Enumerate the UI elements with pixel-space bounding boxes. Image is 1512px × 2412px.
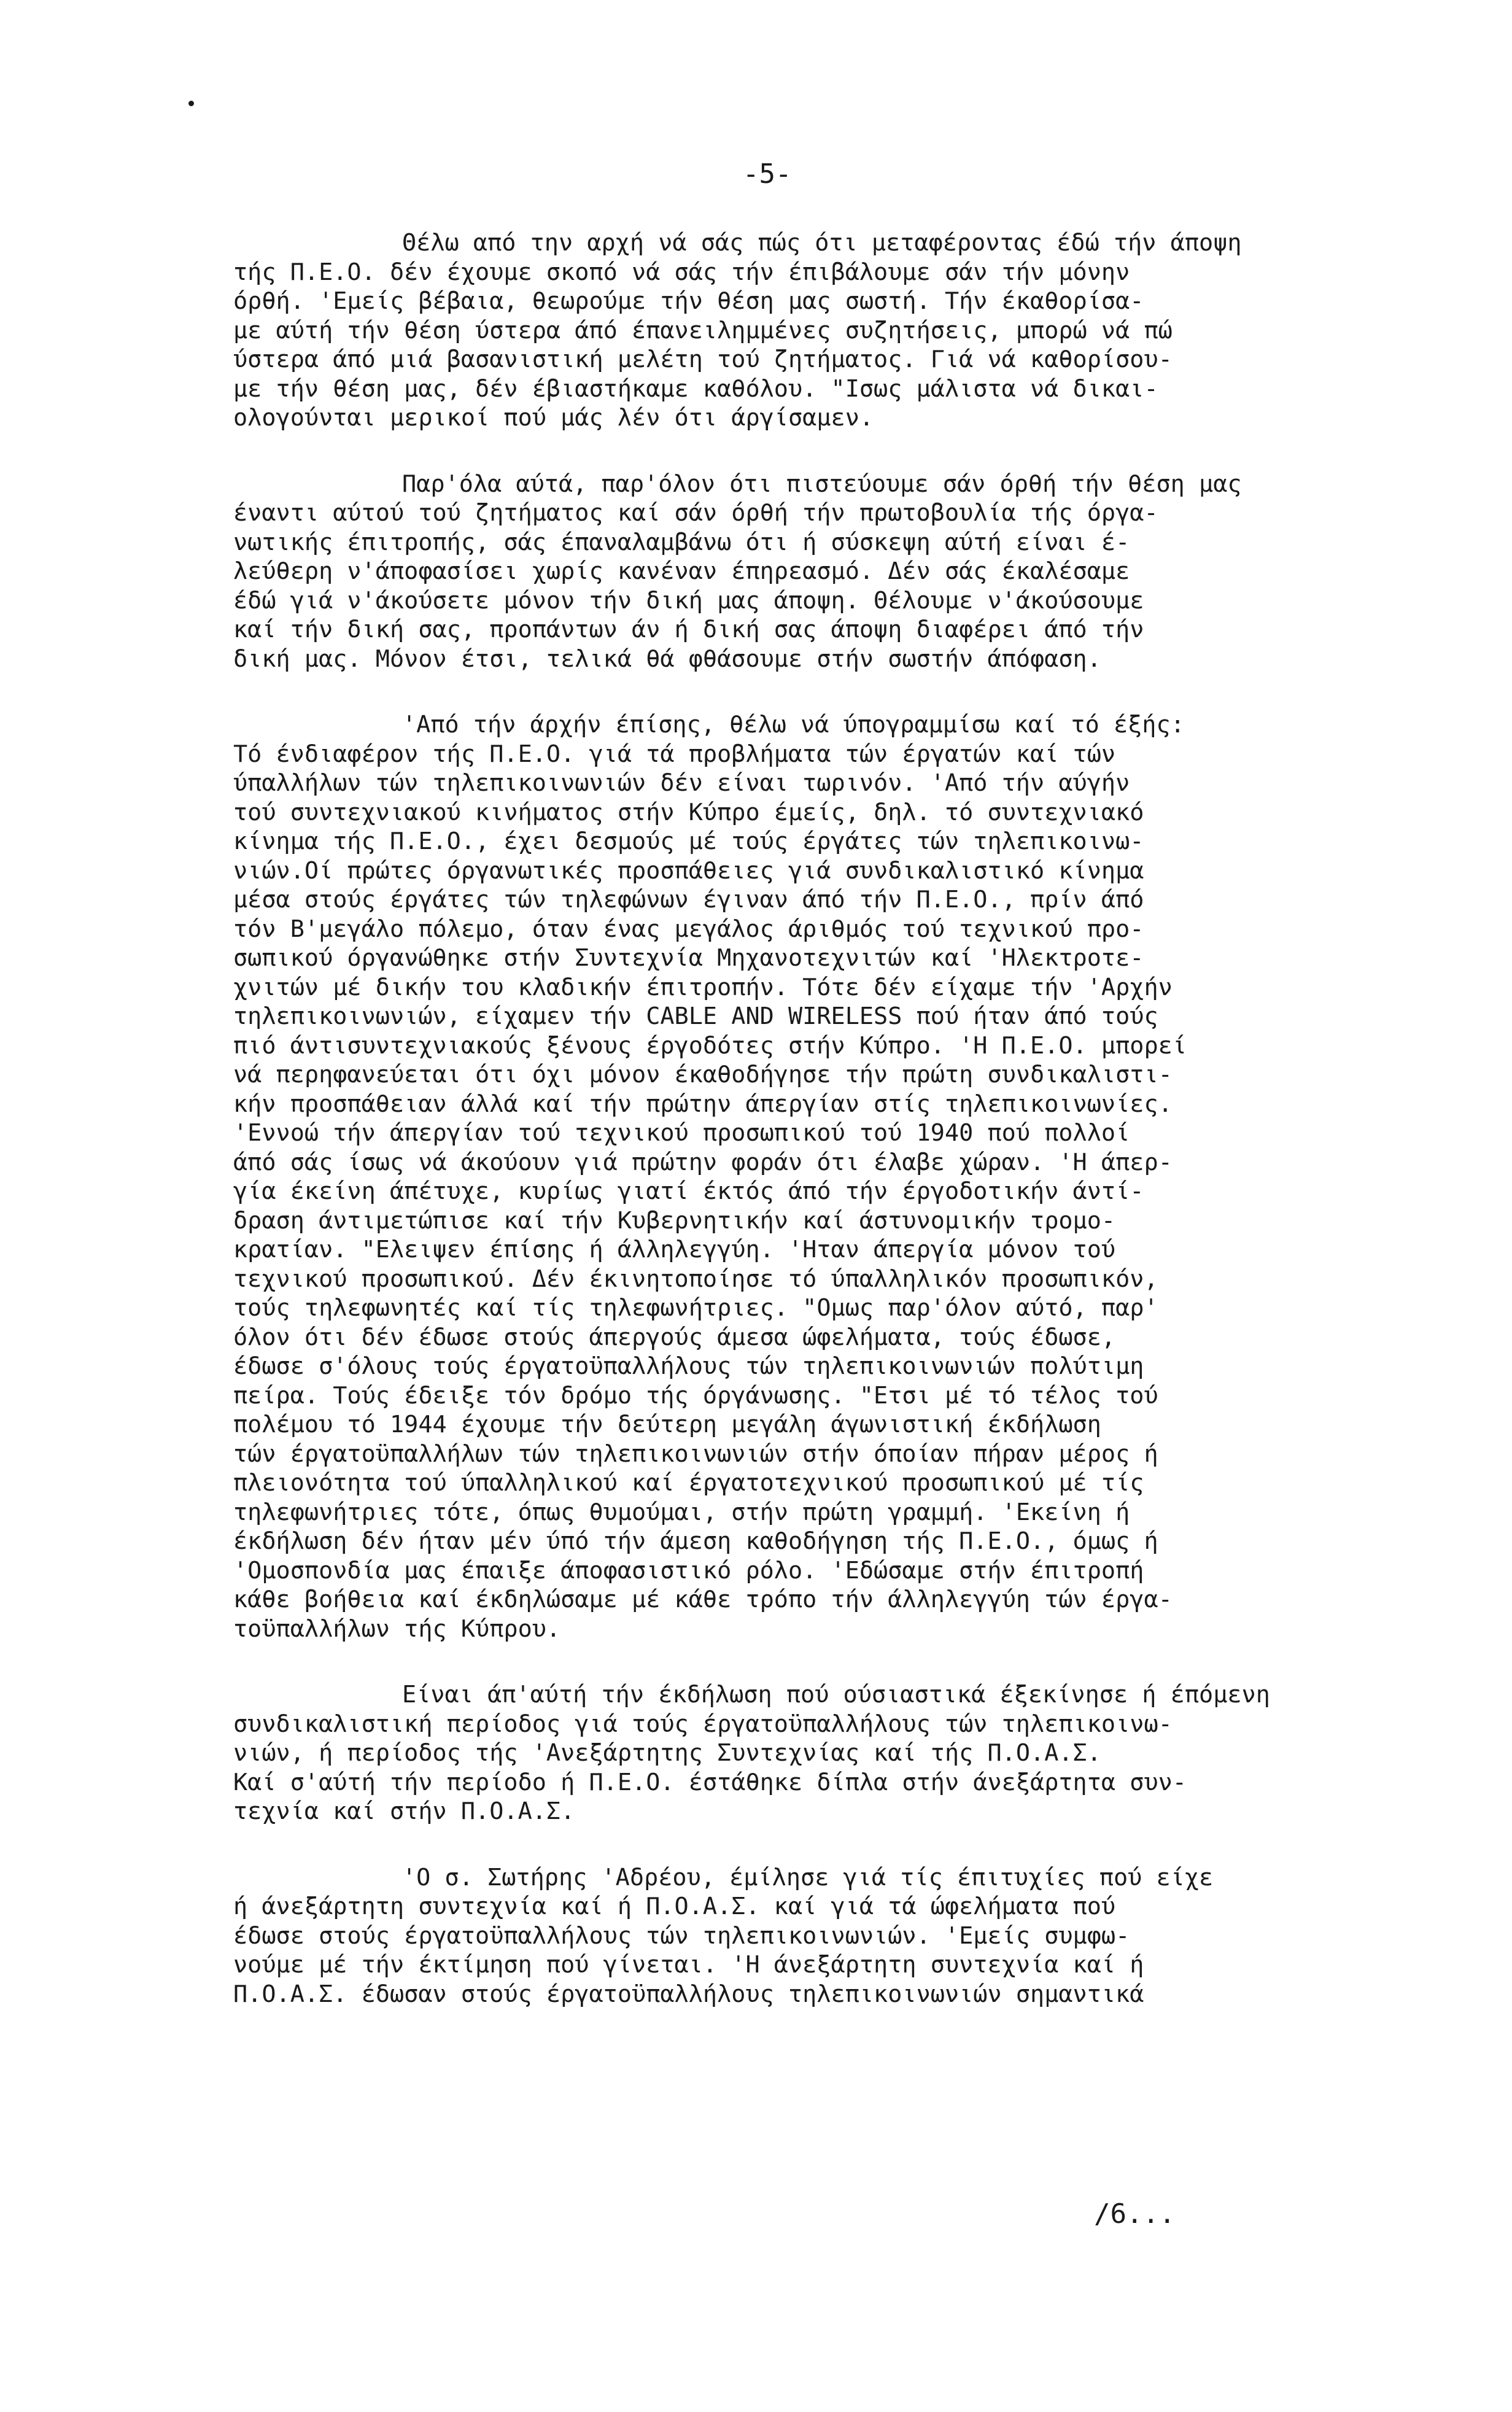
text-line: 'Ομοσπονδία μας έπαιξε άποφασιστικό ρόλο. 'Εδώσαμε στήν έπιτροπή: [233, 1556, 1144, 1584]
text-line: χνιτών μέ δικήν του κλαδικήν έπιτροπήν. Τότε δέν είχαμε τήν 'Αρχήν: [233, 973, 1173, 1001]
text-line: έκδήλωση δέν ήταν μέν ύπό τήν άμεση καθοδήγηση τής Π.Ε.Ο., όμως ή: [233, 1527, 1158, 1555]
document-body: [233, 228, 1418, 2046]
text-line: τούς τηλεφωνητές καί τίς τηλεφωνήτριες. "Ομως παρ'όλον αύτό, παρ': [233, 1294, 1158, 1322]
text-line: ύστερα άπό μιά βασανιστική μελέτη τού ζητήματος. Γιά νά καθορίσου-: [233, 346, 1173, 373]
text-line: νούμε μέ τήν έκτίμηση πού γίνεται. 'Η άνεξάρτητη συντεχνία καί ή: [233, 1951, 1144, 1979]
text-line: γία έκείνη άπέτυχε, κυρίως γιατί έκτός άπό τήν έργοδοτικήν άντί-: [233, 1177, 1144, 1205]
text-line: έδώ γιά ν'άκούσετε μόνον τήν δική μας άποψη. Θέλουμε ν'άκούσουμε: [233, 586, 1144, 615]
text-line: πιό άντισυντεχνιακούς ξένους έργοδότες στήν Κύπρο. 'Η Π.Ε.Ο. μπορεί: [233, 1031, 1187, 1060]
text-line: 'Εννοώ τήν άπεργίαν τού τεχνικού προσωπικού τού 1940 πού πολλοί: [233, 1119, 1130, 1147]
paragraph: [233, 710, 1418, 1643]
text-line: νωτικής έπιτροπής, σάς έπαναλαμβάνω ότι ή σύσκεψη αύτή είναι έ-: [233, 528, 1130, 556]
text-line: Π.Ο.Α.Σ. έδωσαν στούς έργατοϋπαλλήλους τηλεπικοινωνιών σημαντικά: [233, 1980, 1144, 2008]
text-line: νιών.Οί πρώτες όργανωτικές προσπάθειες γιά συνδικαλιστικό κίνημα: [233, 856, 1144, 885]
text-line: ολογούνται μερικοί πού μάς λέν ότι άργίσαμεν.: [233, 404, 874, 432]
paragraph: [233, 1680, 1418, 1826]
text-line: ή άνεξάρτητη συντεχνία καί ή Π.Ο.Α.Σ. καί γιά τά ώφελήματα πού: [233, 1893, 1116, 1920]
text-line: έναντι αύτού τού ζητήματος καί σάν όρθή τήν πρωτοβουλία τής όργα-: [233, 499, 1158, 527]
text-line: με τήν θέση μας, δέν έβιαστήκαμε καθόλου. "Ισως μάλιστα νά δικαι-: [233, 374, 1158, 403]
text-line: με αύτή τήν θέση ύστερα άπό έπανειλημμένες συζητήσεις, μπορώ νά πώ: [233, 316, 1173, 344]
text-line: Θέλω από την αρχή νά σάς πώς ότι μεταφέροντας έδώ τήν άποψη: [402, 229, 1242, 257]
text-line: κρατίαν. "Ελειψεν έπίσης ή άλληλεγγύη. 'Ηταν άπεργία μόνον τού: [233, 1236, 1116, 1263]
text-line: τηλεφωνήτριες τότε, όπως θυμούμαι, στήν πρώτη γραμμή. 'Εκείνη ή: [233, 1498, 1130, 1526]
text-line: πολέμου τό 1944 έχουμε τήν δεύτερη μεγάλη άγωνιστική έκδήλωση: [233, 1411, 1101, 1438]
text-line: δραση άντιμετώπισε καί τήν Κυβερνητικήν καί άστυνομικήν τρομο-: [233, 1206, 1116, 1235]
text-line: έδωσε στούς έργατοϋπαλλήλους τών τηλεπικοινωνιών. 'Εμείς συμφω-: [233, 1921, 1130, 1950]
text-line: Είναι άπ'αύτή τήν έκδήλωση πού ούσιαστικά έξεκίνησε ή έπόμενη: [402, 1681, 1270, 1708]
text-line: τόν Β'μεγάλο πόλεμο, όταν ένας μεγάλος άριθμός τού τεχνικού προ-: [233, 915, 1144, 943]
text-line: κάθε βοήθεια καί έκδηλώσαμε μέ κάθε τρόπο τήν άλληλεγγύη τών έργα-: [233, 1586, 1173, 1613]
text-line: σωπικού όργανώθηκε στήν Συντεχνία Μηχανοτεχνιτών καί 'Ηλεκτροτε-: [233, 944, 1144, 972]
text-line: νιών, ή περίοδος τής 'Ανεξάρτητης Συντεχνίας καί τής Π.Ο.Α.Σ.: [233, 1739, 1101, 1767]
text-line: Τό ένδιαφέρον τής Π.Ε.Ο. γιά τά προβλήματα τών έργατών καί τών: [233, 740, 1116, 768]
text-line: άπό σάς ίσως νά άκούουν γιά πρώτην φοράν ότι έλαβε χώραν. 'Η άπερ-: [233, 1148, 1173, 1176]
page-mark-dot: [188, 101, 194, 106]
text-line: έδωσε σ'όλους τούς έργατοϋπαλλήλους τών τηλεπικοινωνιών πολύτιμη: [233, 1352, 1144, 1380]
page-number: -5-: [743, 158, 792, 190]
continuation-marker: /6...: [1094, 2198, 1176, 2230]
text-line: Παρ'όλα αύτά, παρ'όλον ότι πιστεύουμε σάν όρθή τήν θέση μας: [402, 470, 1242, 498]
text-line: τού συντεχνιακού κινήματος στήν Κύπρο έμείς, δηλ. τό συντεχνιακό: [233, 798, 1144, 826]
text-line: κήν προσπάθειαν άλλά καί τήν πρώτην άπεργίαν στίς τηλεπικοινωνίες.: [233, 1090, 1173, 1118]
text-line: μέσα στούς έργάτες τών τηλεφώνων έγιναν άπό τήν Π.Ε.Ο., πρίν άπό: [233, 886, 1144, 913]
text-line: δική μας. Μόνον έτσι, τελικά θά φθάσουμε στήν σωστήν άπόφαση.: [233, 645, 1101, 673]
text-line: Καί σ'αύτή τήν περίοδο ή Π.Ε.Ο. έστάθηκε δίπλα στήν άνεξάρτητα συν-: [233, 1768, 1187, 1796]
text-line: ύπαλλήλων τών τηλεπικοινωνιών δέν είναι τωρινόν. 'Από τήν αύγήν: [233, 769, 1130, 797]
text-line: τηλεπικοινωνιών, είχαμεν τήν CABLE AND WIRELESS πού ήταν άπό τούς: [233, 1002, 1158, 1030]
text-line: πλειονότητα τού ύπαλληλικού καί έργατοτεχνικού προσωπικού μέ τίς: [233, 1469, 1144, 1497]
text-line: συνδικαλιστική περίοδος γιά τούς έργατοϋπαλλήλους τών τηλεπικοινω-: [233, 1710, 1173, 1738]
text-line: τής Π.Ε.Ο. δέν έχουμε σκοπό νά σάς τήν έπιβάλουμε σάν τήν μόνην: [233, 258, 1130, 286]
text-line: νά περηφανεύεται ότι όχι μόνον έκαθοδήγησε τήν πρώτη συνδικαλιστι-: [233, 1061, 1173, 1088]
paragraph: [233, 228, 1418, 433]
text-line: τεχνικού προσωπικού. Δέν έκινητοποίησε τό ύπαλληλικόν προσωπικόν,: [233, 1265, 1158, 1293]
text-line: 'Από τήν άρχήν έπίσης, θέλω νά ύπογραμμίσω καί τό έξής:: [402, 711, 1185, 739]
text-line: όλον ότι δέν έδωσε στούς άπεργούς άμεσα ώφελήματα, τούς έδωσε,: [233, 1323, 1116, 1351]
text-line: τεχνία καί στήν Π.Ο.Α.Σ.: [233, 1797, 575, 1825]
text-line: λεύθερη ν'άποφασίσει χωρίς κανέναν έπηρεασμό. Δέν σάς έκαλέσαμε: [233, 557, 1130, 585]
text-line: τοϋπαλλήλων τής Κύπρου.: [233, 1615, 561, 1643]
paragraph: [233, 470, 1418, 674]
text-line: πείρα. Τούς έδειξε τόν δρόμο τής όργάνωσης. "Ετσι μέ τό τέλος τού: [233, 1381, 1158, 1410]
text-line: 'Ο σ. Σωτήρης 'Αδρέου, έμίλησε γιά τίς έπιτυχίες πού είχε: [402, 1863, 1214, 1891]
text-line: καί τήν δική σας, προπάντων άν ή δική σας άποψη διαφέρει άπό τήν: [233, 616, 1144, 643]
paragraph: [233, 1863, 1418, 2009]
text-line: όρθή. 'Εμείς βέβαια, θεωρούμε τήν θέση μας σωστή. Τήν έκαθορίσα-: [233, 287, 1144, 315]
text-line: τών έργατοϋπαλλήλων τών τηλεπικοινωνιών στήν όποίαν πήραν μέρος ή: [233, 1440, 1158, 1468]
text-line: κίνημα τής Π.Ε.Ο., έχει δεσμούς μέ τούς έργάτες τών τηλεπικοινω-: [233, 828, 1144, 855]
